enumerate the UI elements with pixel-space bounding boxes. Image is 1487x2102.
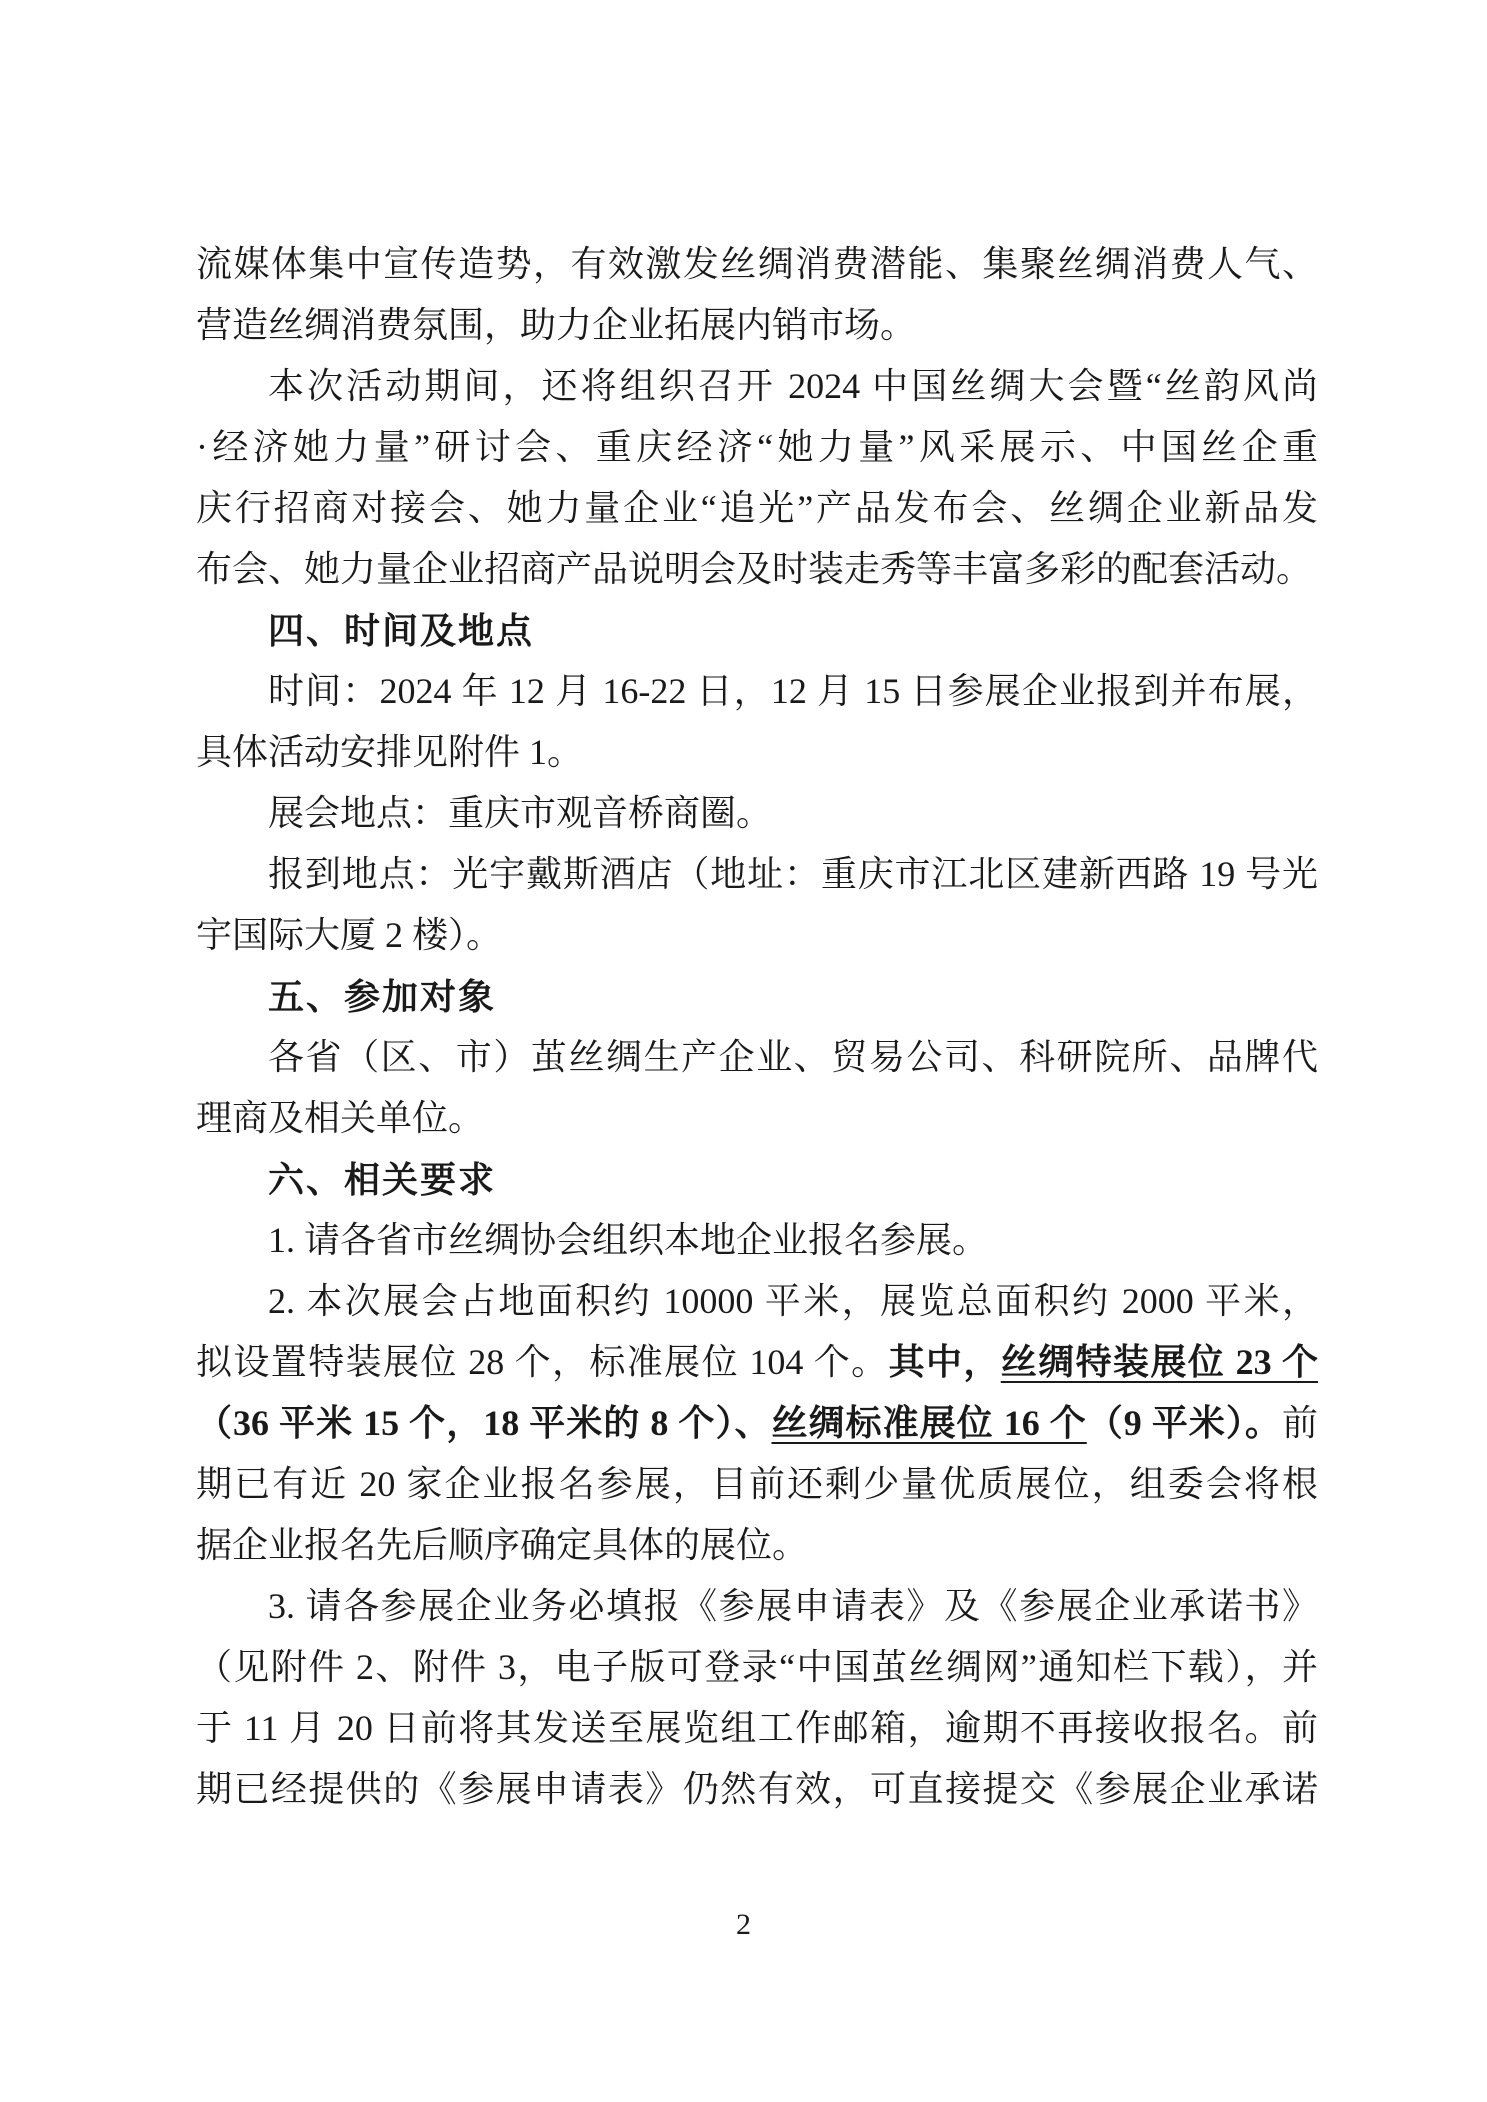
body-text: 期已经提供的《参展申请表》仍然有效，可直接提交《参展企业承诺: [196, 1769, 1318, 1809]
text-line: [196, 1576, 1318, 1637]
text-line: [196, 1088, 1318, 1149]
text-line: [196, 356, 1318, 417]
body-text: 庆行招商对接会、她力量企业“追光”产品发布会、丝绸企业新品发: [196, 488, 1318, 528]
body-text: 拟设置特装展位 28 个，标准展位 104 个。: [196, 1342, 889, 1382]
bold-text: （9 平米）。: [1086, 1403, 1282, 1443]
text-line: [196, 1454, 1318, 1515]
text-line: [196, 1698, 1318, 1759]
page-number: 2: [736, 1908, 751, 1941]
section-heading: [196, 600, 1318, 661]
body-text: 本次活动期间，还将组织召开 2024 中国丝绸大会暨“丝韵风尚: [268, 366, 1318, 406]
body-text: 2. 本次展会占地面积约 10000 平米，展览总面积约 2000 平米，: [268, 1281, 1318, 1321]
body-text: 据企业报名先后顺序确定具体的展位。: [196, 1525, 809, 1565]
body-text: ·经济她力量”研讨会、重庆经济“她力量”风采展示、中国丝企重: [196, 427, 1318, 467]
body-text: 报到地点：光宇戴斯酒店（地址：重庆市江北区建新西路 19 号光: [268, 854, 1318, 894]
body-text: （见附件 2、附件 3，电子版可登录“中国茧丝绸网”通知栏下载），并: [196, 1647, 1318, 1687]
heading-text: 六、相关要求: [268, 1159, 497, 1200]
text-line: [196, 1027, 1318, 1088]
body-text: 3. 请各参展企业务必填报《参展申请表》及《参展企业承诺书》: [268, 1586, 1318, 1626]
text-line: [196, 1332, 1318, 1393]
emphasized-underlined-text: 丝绸标准展位 16 个: [771, 1403, 1087, 1443]
text-line: [196, 661, 1318, 722]
body-text: 1. 请各省市丝绸协会组织本地企业报名参展。: [268, 1220, 989, 1260]
text-line: [196, 478, 1318, 539]
text-line: [196, 722, 1318, 783]
text-line: [196, 844, 1318, 905]
emphasized-underlined-text: 丝绸特装展位 23 个: [1000, 1342, 1318, 1382]
bold-text: 其中，: [888, 1342, 1001, 1382]
text-line: [196, 295, 1318, 356]
heading-text: 五、参加对象: [268, 976, 497, 1017]
text-line: [196, 1759, 1318, 1820]
text-line: [196, 905, 1318, 966]
section-heading: [196, 1149, 1318, 1210]
text-line: [196, 1637, 1318, 1698]
body-text: 宇国际大厦 2 楼）。: [196, 915, 503, 955]
text-line: [196, 234, 1318, 295]
bold-text: （36 平米 15 个，18 平米的 8 个）、: [196, 1403, 772, 1443]
body-text: 期已有近 20 家企业报名参展，目前还剩少量优质展位，组委会将根: [196, 1464, 1318, 1504]
text-line: [196, 1271, 1318, 1332]
heading-text: 四、时间及地点: [268, 610, 535, 651]
body-text: 具体活动安排见附件 1。: [196, 732, 584, 772]
body-text: 理商及相关单位。: [196, 1098, 485, 1138]
body-text: 时间：2024 年 12 月 16-22 日，12 月 15 日参展企业报到并布展，: [268, 671, 1318, 711]
body-text: 流媒体集中宣传造势，有效激发丝绸消费潜能、集聚丝绸消费人气、: [196, 244, 1318, 284]
text-line: [196, 1515, 1318, 1576]
document-body: [196, 234, 1318, 1820]
body-text: 展会地点：重庆市观音桥商圈。: [268, 793, 773, 833]
text-line: [196, 1210, 1318, 1271]
text-line: [196, 1393, 1318, 1454]
text-line: [196, 417, 1318, 478]
body-text: 各省（区、市）茧丝绸生产企业、贸易公司、科研院所、品牌代: [268, 1037, 1318, 1077]
text-line: [196, 539, 1318, 600]
text-line: [196, 783, 1318, 844]
section-heading: [196, 966, 1318, 1027]
body-text: 营造丝绸消费氛围，助力企业拓展内销市场。: [196, 305, 917, 345]
body-text: 布会、她力量企业招商产品说明会及时装走秀等丰富多彩的配套活动。: [196, 549, 1313, 589]
body-text: 前: [1281, 1403, 1318, 1443]
body-text: 于 11 月 20 日前将其发送至展览组工作邮箱，逾期不再接收报名。前: [196, 1708, 1318, 1748]
